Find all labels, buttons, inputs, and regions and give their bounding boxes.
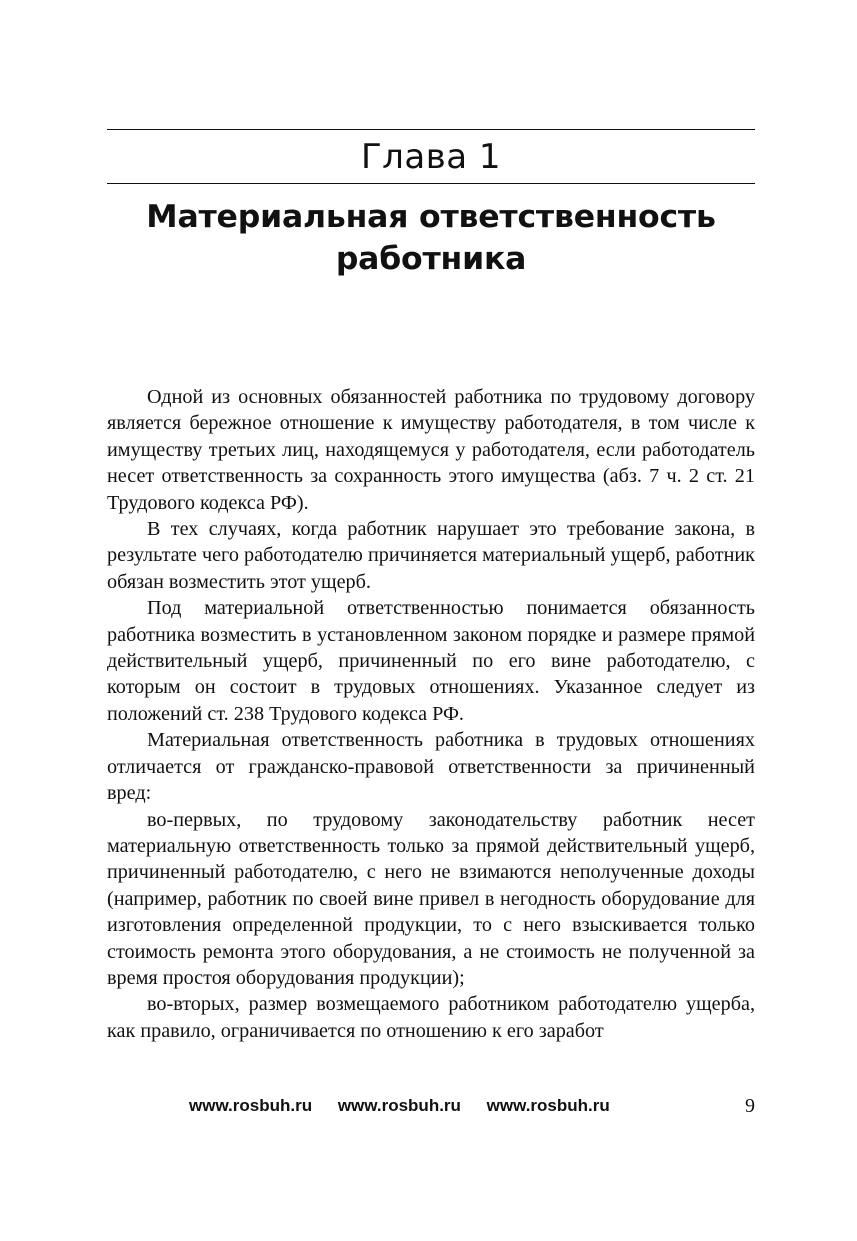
chapter-top-rule [107,129,755,130]
page-footer [107,1094,755,1118]
chapter-title [107,196,755,280]
footer-link[interactable]: www.rosbuh.ru [337,1096,461,1115]
paragraph: Под материальной ответственностью понимается обязанность работника возместить в установленном законом порядке и размере прямой действительный ущерб, причиненный по его вине работодателю, с которым он состоит в трудовых отношениях. Указанное следует из положений ст. 238 Трудового кодекса РФ. [107,597,755,725]
footer-link[interactable]: www.rosbuh.ru [189,1096,313,1115]
page-number: 9 [745,1095,755,1117]
chapter-label: Глава 1 [360,137,502,177]
paragraph: во-вторых, размер возмещаемого работником работодателю ущерба, как правило, ограничивается по отношению к его заработ [107,993,755,1042]
footer-links [189,1094,610,1118]
chapter-bottom-rule [107,183,755,184]
paragraph: Материальная ответственность работника в трудовых отношениях отличается от гражданско-правовой ответственности за причиненный вред: [107,729,755,805]
footer-link[interactable]: www.rosbuh.ru [486,1096,610,1115]
body-text [107,384,755,1044]
chapter-title-line-1: Материальная ответственность [146,199,716,235]
chapter-title-line-2: работника [335,241,527,277]
paragraph: В тех случаях, когда работник нарушает это требование закона, в результате чего работодателю причиняется материальный ущерб, работник обязан возместить этот ущерб. [107,518,755,593]
paragraph: Одной из основных обязанностей работника по трудовому договору является бережное отношение к имуществу работодателя, в том числе к имуществу третьих лиц, находящемуся у работодателя, если работодатель несет ответственность за сохранность этого имущества (абз. 7 ч. 2 ст. 21 Трудового кодекса РФ). [107,386,755,514]
paragraph: во-первых, по трудовому законодательству работник несет материальную ответственность только за прямой действительный ущерб, причиненный работодателю, с него не взимаются неполученные доходы (например, работник по своей вине привел в негодность оборудование для изготовления определенной продукции, то с него взыскивается только стоимость ремонта этого оборудования, а не стоимость не полученной за время простоя оборудования продукции); [107,808,755,989]
